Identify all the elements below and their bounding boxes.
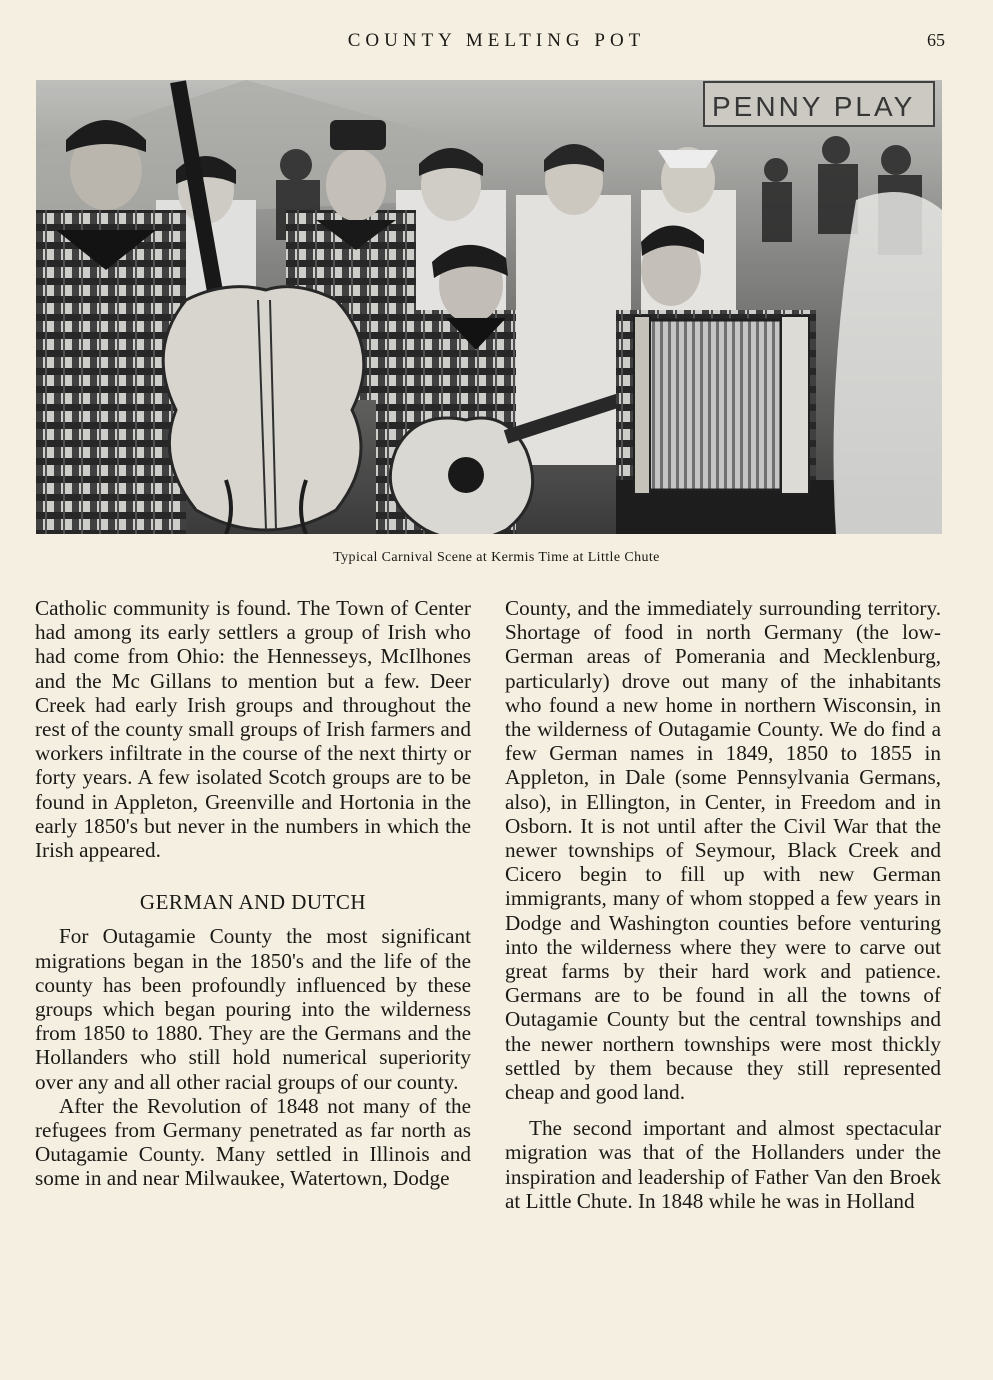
right-paragraph-2: The second important and almost spectacular migration was that of the Hollanders under the inspiration and leadership of Father Van den Broek at Little Chute. In 1848 while he was in Holland xyxy=(505,1116,941,1213)
left-paragraph-2: For Outagamie County the most significant migrations began in the 1850's and the life of the county has been profoundly influenced by these groups which began pouring into the wilderness from 1850 to 1880. They are the Germans and the Hollanders who still hold numerical superiority over any and all other racial groups of our county. xyxy=(35,924,471,1094)
section-heading: GERMAN AND DUTCH xyxy=(139,890,367,915)
right-paragraph-1: County, and the immediately surrounding territory. Shortage of food in north Germany (the low-German areas of Pomerania and Mecklenburg, particularly) drove out many of the inhabitants who found a new home in northern Wisconsin, in the wilderness of Outagamie County. We do find a few German names in 1849, 1850 to 1855 in Appleton, in Dale (some Pennsylvania Germans, also), in Ellington, in Center, in Freedom and in Osborn. It is not until after the Civil War that the newer townships of Seymour, Black Creek and Cicero begin to fill up with new German immigrants, many of whom stopped a few years in Dodge and Washington counties before venturing into the wilderness where they were to carve out great farms by their hard work and patience. Germans are to be found in all the towns of Outagamie County but the central townships and the newer northern townships were most thickly settled by them because they still represented cheap and good land. xyxy=(505,596,941,1105)
running-head xyxy=(0,30,993,56)
left-paragraph-3: After the Revolution of 1848 not many of the refugees from Germany penetrated as far north as Outagamie County. Many settled in Illinois and some in and near Milwaukee, Watertown, Dodge xyxy=(35,1093,471,1191)
booth-sign-text: PENNY PLAY xyxy=(712,91,916,122)
carnival-photo-illustration xyxy=(36,80,942,534)
left-paragraph-1: Catholic community is found. The Town of Center had among its early settlers a group of Irish who had come from Ohio: the Hennesseys, McIlhones and the Mc Gillans to mention but a few. Deer Creek had early Irish groups and throughout the rest of the county small groups of Irish farmers and workers infiltrate in the course of the next thirty or forty years. A few isolated Scotch groups are to be found in Appleton, Greenville and Hortonia in the early 1850's but never in the numbers in which the Irish appeared. xyxy=(35,596,471,863)
carnival-photo xyxy=(36,80,942,534)
running-title: COUNTY MELTING POT xyxy=(347,30,646,51)
left-column xyxy=(35,596,471,1191)
right-column xyxy=(505,596,941,1213)
page-number: 65 xyxy=(927,30,945,50)
photo-caption: Typical Carnival Scene at Kermis Time at Little Chute xyxy=(333,550,660,565)
